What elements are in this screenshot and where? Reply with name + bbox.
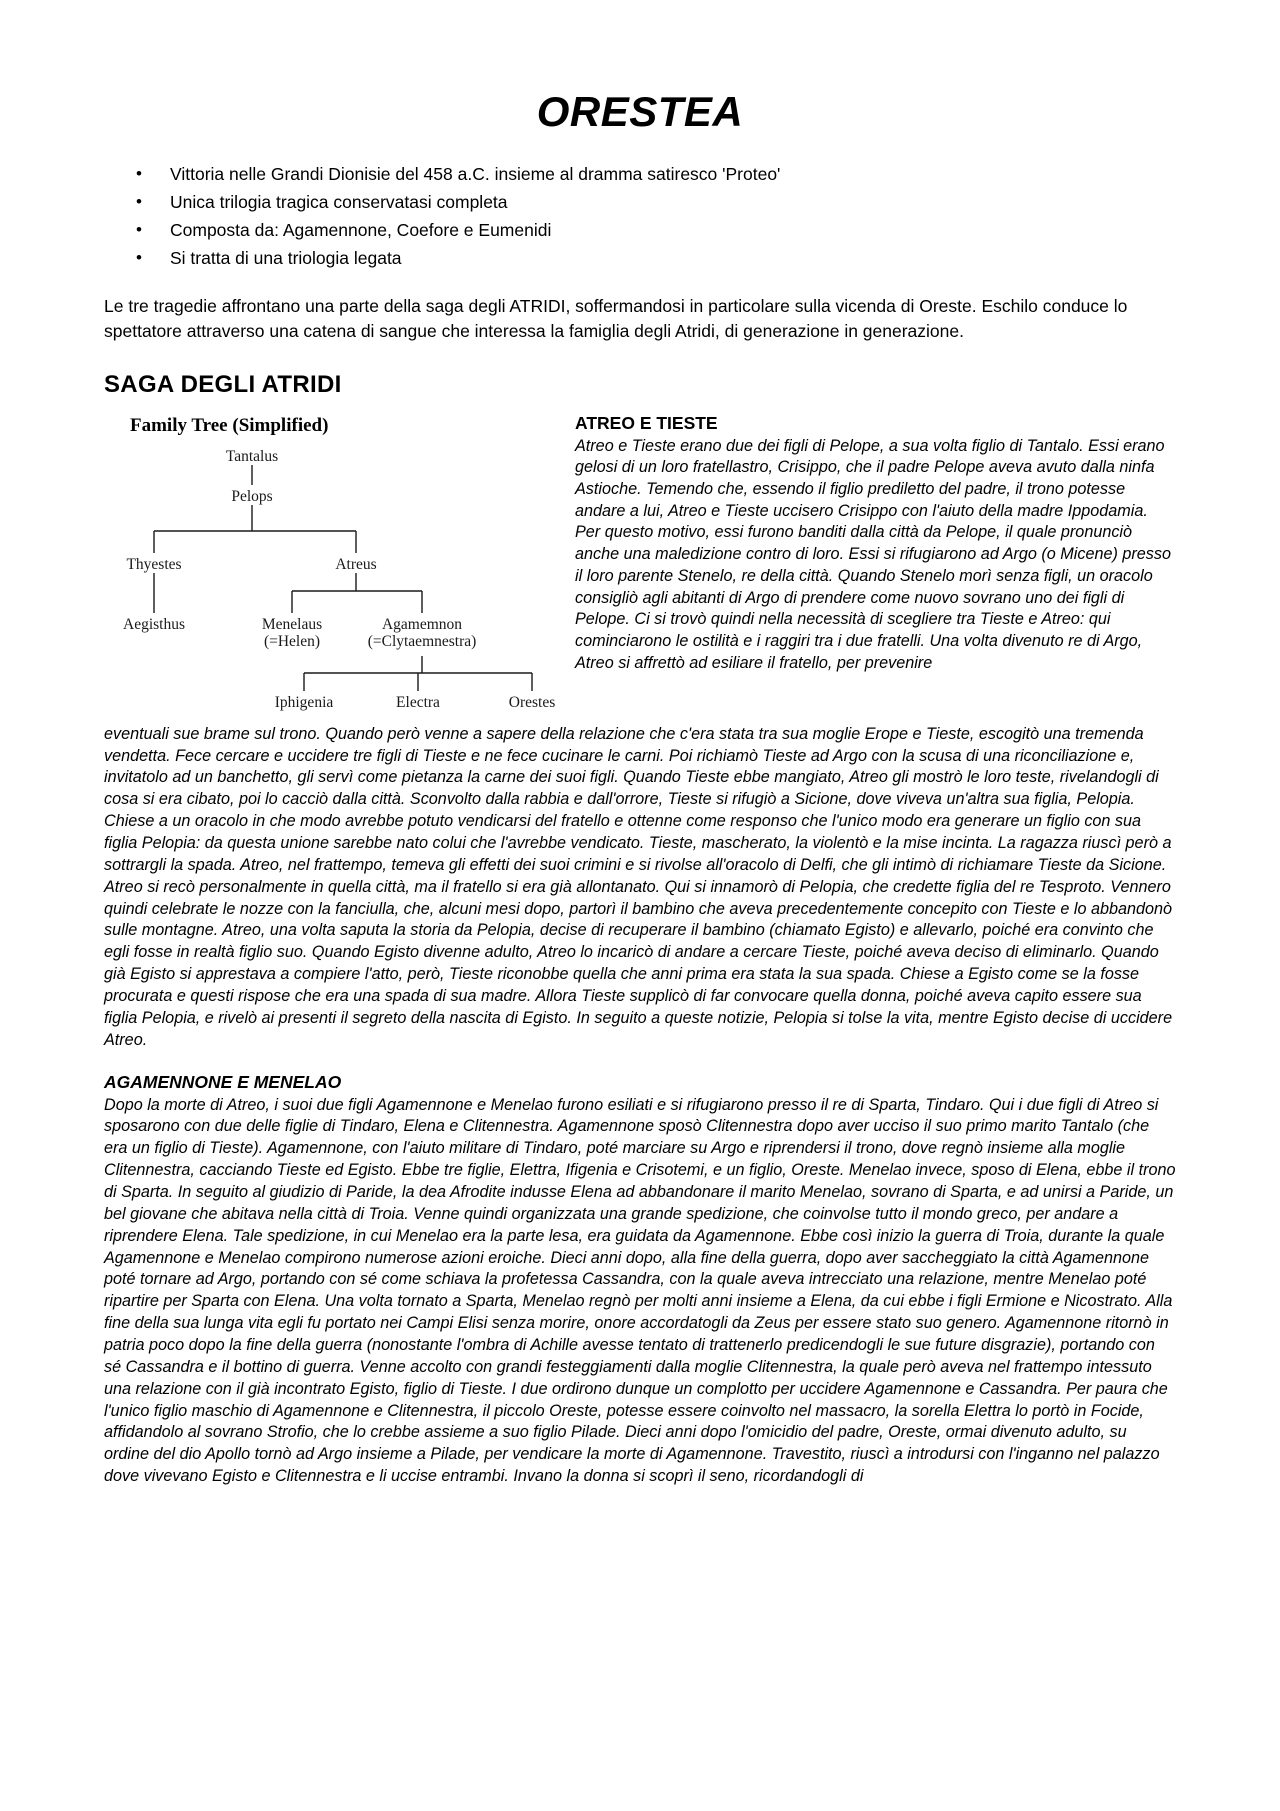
svg-text:Aegisthus: Aegisthus xyxy=(123,615,185,633)
intro-paragraph: Le tre tragedie affrontano una parte della saga degli ATRIDI, soffermandosi in particolare sulla vicenda di Oreste. Eschilo conduce lo spettatore attraverso una catena di sangue che interessa la famiglia degli Atridi, di generazione in generazione. xyxy=(104,295,1128,342)
svg-text:Electra: Electra xyxy=(396,693,440,711)
svg-text:Thyestes: Thyestes xyxy=(126,555,182,573)
page-title: ORESTEA xyxy=(536,88,744,135)
list-item: • Si tratta di una triologia legata xyxy=(132,246,1176,272)
subsection-heading-atreo-tieste: ATREO E TIESTE xyxy=(575,412,718,433)
svg-text:Agamemnon: Agamemnon xyxy=(381,615,463,633)
svg-text:Tantalus: Tantalus xyxy=(225,447,279,465)
family-tree-diagram xyxy=(104,443,559,718)
svg-text:(=Clytaemnestra): (=Clytaemnestra) xyxy=(367,632,477,650)
agamennone-menelao-text: Dopo la morte di Atreo, i suoi due figli Agamennone e Menelao furono esiliati e si rifugiarono presso il re di Sparta, Tindaro. Qui i due figli di Atreo si sposarono con due delle figlie di Tindaro, Elena e Clitennestra. Agamennone sposò Clitennestra dopo aver ucciso il suo primo marito Tantalo (che era un figlio di Tieste). Agamennone, con l'aiuto militare di Tindaro, poté marciare su Argo e riprendersi il trono, dove regnò insieme alla moglie Clitennestra, cacciando Tieste ed Egisto. Ebbe tre figlie, Elettra, Ifigenia e Crisotemi, e un figlio, Oreste. Menelao invece, sposo di Elena, ebbe il trono di Sparta. In seguito al giudizio di Paride, la dea Afrodite indusse Elena ad abbandonare il marito Menelao, sovrano di Sparta, e ad unirsi a Paride, un bel giovane che abitava nella città di Troia. Venne quindi organizzata una grande spedizione, che coinvolse tutto il mondo greco, per andare a riprendere Elena. Tale spedizione, in cui Menelao era la parte lesa, era guidata da Agamennone. Ebbe così inizio la guerra di Troia, durante la quale Agamennone e Menelao compirono numerose azioni eroiche. Dieci anni dopo, alla fine della guerra, dopo aver saccheggiato la città Agamennone poté tornare ad Argo, portando con sé come schiava la profetessa Cassandra, con la quale aveva intrecciato una relazione, mentre Menelao poté ripartire per Sparta con Elena. Una volta tornato a Sparta, Menelao regnò per molti anni insieme a Elena, da cui ebbe i figli Ermione e Nicostrato. Alla fine della sua lunga vita egli fu portato nei Campi Elisi senza morire, onore accordatogli da Zeus per essere stato suo genero. Agamennone ritornò in patria poco dopo la fine della guerra (nonostante l'ombra di Achille avesse tentato di trattenerlo predicendogli le sue future disgrazie), portando con sé Cassandra e il bottino di guerra. Venne accolto con grandi festeggiamenti dalla moglie Clitennestra, la quale però aveva nel frattempo intessuto una relazione con il già incontrato Egisto, figlio di Tieste. I due ordirono dunque un complotto per uccidere Agamennone e Cassandra. Per paura che l'unico figlio maschio di Agamennone e Clitennestra, il piccolo Oreste, potesse essere coinvolto nel massacro, la sorella Elettra lo portò in Focide, affidandolo al sovrano Strofio, che lo crebbe assieme a suo figlio Pilade. Dieci anni dopo l'omicidio del padre, Oreste, ormai divenuto adulto, su ordine del dio Apollo tornò ad Argo insieme a Pilade, per vendicare la morte di Agamennone. Travestito, riuscì a introdursi con l'inganno nel palazzo dove vivevano Egisto e Clitennestra e li uccise entrambi. Invano la donna si scoprì il seno, ricordandogli di xyxy=(104,1095,1176,1486)
list-item: • Unica trilogia tragica conservatasi completa xyxy=(132,190,1176,216)
family-tree-figure xyxy=(104,411,559,718)
svg-text:Menelaus: Menelaus xyxy=(261,615,323,633)
svg-text:Iphigenia: Iphigenia xyxy=(274,693,334,711)
tree-and-text-columns xyxy=(104,411,1176,718)
svg-text:(=Helen): (=Helen) xyxy=(263,632,321,650)
intro-bullet-list xyxy=(104,162,1176,272)
atreo-tieste-column xyxy=(575,411,1176,675)
list-item: • Composta da: Agamennone, Coefore e Eumenidi xyxy=(132,218,1176,244)
subsection-heading-agamennone-menelao: AGAMENNONE E MENELAO xyxy=(104,1071,342,1092)
section-spacer xyxy=(104,1052,1176,1072)
svg-text:Atreus: Atreus xyxy=(335,555,377,573)
svg-text:Pelops: Pelops xyxy=(231,487,273,505)
atreo-tieste-full-width-text: eventuali sue brame sul trono. Quando però venne a sapere della relazione che c'era stata tra sua moglie Erope e Tieste, escogitò una tremenda vendetta. Fece cercare e uccidere tre figli di Tieste e ne fece cucinare le carni. Poi richiamò Tieste ad Argo con la scusa di una riconciliazione e, invitatolo ad un banchetto, gli servì come pietanza la carne dei suoi figli. Quando Tieste ebbe mangiato, Atreo gli mostrò le loro teste, rivelandogli di cosa si era cibato, poi lo cacciò dalla città. Sconvolto dalla rabbia e dall'orrore, Tieste si rifugiò a Sicione, dove viveva un'altra sua figlia, Pelopia. Chiese a un oracolo in che modo avrebbe potuto vendicarsi del fratello e ottenne come responso che l'unico modo era generare un figlio con sua figlia Pelopia: da questa unione sarebbe nato colui che l'avrebbe vendicato. Tieste, mascherato, la violentò e la mise incinta. La ragazza riuscì però a sottrargli la spada. Atreo, nel frattempo, temeva gli effetti dei suoi crimini e si rivolse all'oracolo di Delfi, che gli intimò di richiamare Tieste da Sicione. Atreo si recò personalmente in quella città, ma il fratello si era già allontanato. Qui si innamorò di Pelopia, che credette figlia del re Tesproto. Vennero quindi celebrate le nozze con la fanciulla, che, alcuni mesi dopo, partorì il bambino che aveva precedentemente concepito con Tieste e lo abbandonò sulle montagne. Atreo, una volta saputa la storia da Pelopia, decise di recuperare il bambino (chiamato Egisto) e allevarlo, poiché era convinto che egli fosse in realtà figlio suo. Quando Egisto divenne adulto, Atreo lo incaricò di andare a cercare Tieste, poiché aveva deciso di eliminarlo. Quando già Egisto si apprestava a compiere l'atto, però, Tieste riconobbe quella che anni prima era stata la sua spada. Chiese a Egisto come se la fosse procurata e questi rispose che era una spada di sua madre. Allora Tieste supplicò di far convocare quella donna, poiché aveva capito essere sua figlia Pelopia, e rivelò ai presenti il segreto della nascita di Egisto. In seguito a queste notizie, Pelopia si tolse la vita, mentre Egisto decise di uccidere Atreo. xyxy=(104,724,1173,1049)
list-item: • Vittoria nelle Grandi Dionisie del 458 a.C. insieme al dramma satiresco 'Proteo' xyxy=(132,162,1176,188)
section-heading-saga: SAGA DEGLI ATRIDI xyxy=(104,370,342,398)
family-tree-caption: Family Tree (Simplified) xyxy=(130,414,329,436)
atreo-tieste-column-text: Atreo e Tieste erano due dei figli di Pelope, a sua volta figlio di Tantalo. Essi erano gelosi di un loro fratellastro, Crisippo, che il padre Pelope aveva avuto dalla ninfa Astioche. Temendo che, essendo il figlio prediletto del padre, il trono potesse andare a lui, Atreo e Tieste uccisero Crisippo con l'aiuto della madre Ippodamia. Per questo motivo, essi furono banditi dalla città da Pelope, il quale pronunciò anche una maledizione contro di loro. Essi si rifugiarono ad Argo (o Micene) presso il loro parente Stenelo, re della città. Quando Stenelo morì senza figli, un oracolo consigliò agli abitanti di Argo di prendere come nuovo sovrano uno dei figli di Pelope. Ci si trovò quindi nella necessità di scegliere tra Tieste e Atreo: qui cominciarono le ostilità e i raggiri tra i due fratelli. Una volta divenuto re di Argo, Atreo si affrettò ad esiliare il fratello, per prevenire xyxy=(575,436,1171,672)
svg-text:Orestes: Orestes xyxy=(508,693,556,711)
